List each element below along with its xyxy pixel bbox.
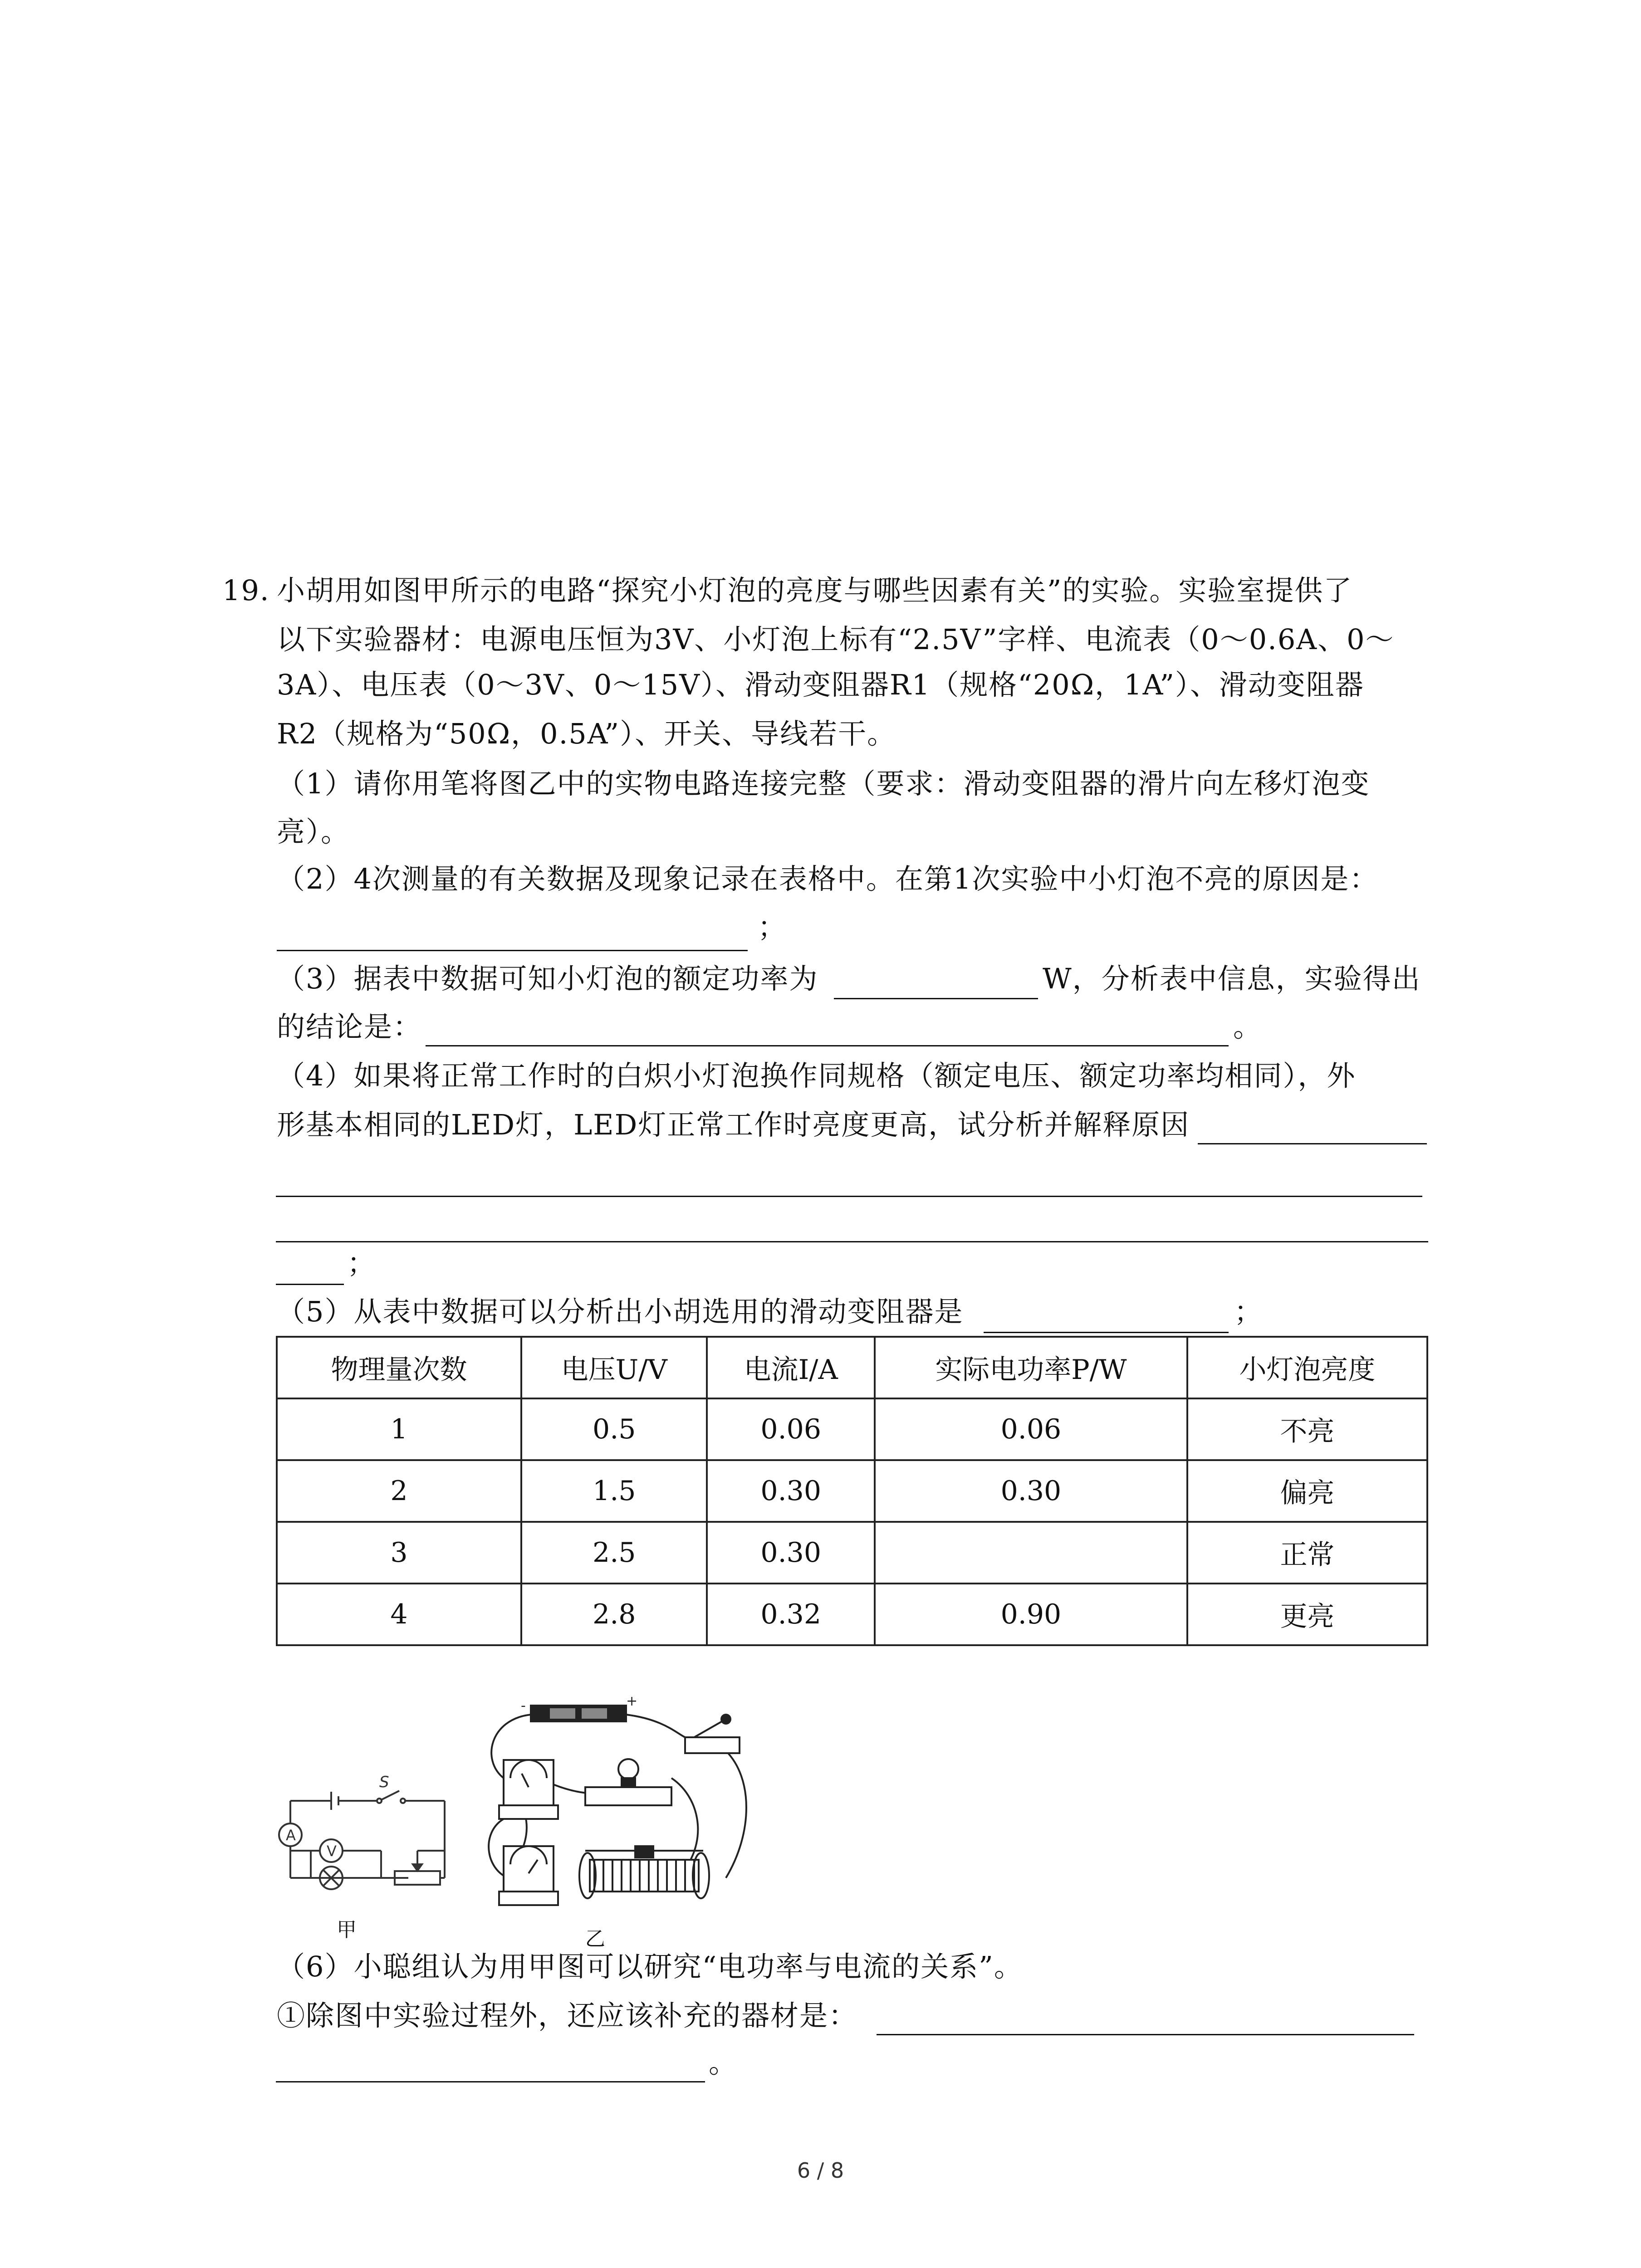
part-3-end: 。 xyxy=(1233,1010,1263,1043)
part-6-end: 。 xyxy=(709,2046,738,2079)
question-stem-line: R2（规格为“50Ω，0.5A”）、开关、导线若干。 xyxy=(277,717,896,750)
question-stem-line: 小胡用如图甲所示的电路“探究小灯泡的亮度与哪些因素有关”的实验。实验室提供了 xyxy=(277,574,1353,607)
data-table xyxy=(276,1336,1428,1646)
table-row xyxy=(277,1398,1427,1460)
part-3-text: 的结论是： xyxy=(277,1010,422,1043)
part-3-text: （3）据表中数据可知小灯泡的额定功率为 xyxy=(277,962,818,995)
table-cell[interactable] xyxy=(875,1522,1187,1584)
table-cell: 1.5 xyxy=(521,1460,707,1522)
battery-plus-label: + xyxy=(626,1693,638,1709)
answer-blank[interactable] xyxy=(426,1045,1229,1046)
question-stem-line: 3A）、电压表（0～3V、0～15V）、滑动变阻器R1（规格“20Ω，1A”）、滑动变阻器 xyxy=(277,668,1364,701)
table-row xyxy=(277,1460,1427,1522)
table-cell: 0.30 xyxy=(875,1460,1187,1522)
table-header-cell: 电流I/A xyxy=(707,1337,875,1398)
table-cell: 0.06 xyxy=(875,1398,1187,1460)
part-6-text: ①除图中实验过程外，还应该补充的器材是： xyxy=(277,1999,858,2032)
ammeter-label: A xyxy=(286,1827,296,1844)
table-cell: 0.5 xyxy=(521,1398,707,1460)
table-cell: 2.8 xyxy=(521,1584,707,1645)
table-cell: 更亮 xyxy=(1187,1584,1427,1645)
part-5-end: ； xyxy=(1234,1295,1264,1328)
voltmeter-label: V xyxy=(327,1843,337,1860)
answer-blank[interactable] xyxy=(276,1241,1428,1242)
table-cell: 0.30 xyxy=(707,1522,875,1584)
part-4-end: ； xyxy=(347,1246,377,1280)
circuit-diagram-jia xyxy=(272,1769,463,1914)
battery-minus-label: - xyxy=(521,1698,526,1714)
part-4-text: （4）如果将正常工作时的白炽小灯泡换作同规格（额定电压、额定功率均相同），外 xyxy=(277,1059,1356,1092)
table-row xyxy=(277,1522,1427,1584)
table-cell: 2 xyxy=(277,1460,521,1522)
figure-jia-label: 甲 xyxy=(337,1918,357,1941)
answer-blank[interactable] xyxy=(276,1196,1422,1197)
table-cell: 正常 xyxy=(1187,1522,1427,1584)
table-cell: 2.5 xyxy=(521,1522,707,1584)
table-cell: 不亮 xyxy=(1187,1398,1427,1460)
figure-yi-label: 乙 xyxy=(585,1927,605,1950)
part-1-text: （1）请你用笔将图乙中的实物电路连接完整（要求：滑动变阻器的滑片向左移灯泡变 xyxy=(277,767,1370,800)
page-number: 6 / 8 xyxy=(797,2158,844,2183)
table-cell: 0.90 xyxy=(875,1584,1187,1645)
question-number: 19. xyxy=(222,574,270,607)
table-cell: 0.32 xyxy=(707,1584,875,1645)
table-header-cell: 电压U/V xyxy=(521,1337,707,1398)
part-1-text: 亮）。 xyxy=(277,815,350,848)
table-header-cell: 物理量次数 xyxy=(277,1337,521,1398)
physical-circuit-yi xyxy=(472,1687,762,1923)
answer-blank[interactable] xyxy=(1198,1143,1427,1144)
table-header-row xyxy=(277,1337,1427,1398)
part-2-end: ； xyxy=(758,910,787,943)
answer-blank[interactable] xyxy=(834,998,1038,999)
table-header-cell: 实际电功率P/W xyxy=(875,1337,1187,1398)
question-stem-line: 以下实验器材：电源电压恒为3V、小灯泡上标有“2.5V”字样、电流表（0～0.6A、0～ xyxy=(277,623,1395,656)
table-cell: 3 xyxy=(277,1522,521,1584)
switch-label: S xyxy=(379,1773,389,1791)
part-3-text: W，分析表中信息，实验得出 xyxy=(1043,962,1421,995)
table-cell: 0.06 xyxy=(707,1398,875,1460)
answer-blank[interactable] xyxy=(877,2034,1414,2035)
part-2-text: （2）4次测量的有关数据及现象记录在表格中。在第1次实验中小灯泡不亮的原因是： xyxy=(277,862,1379,895)
table-cell: 偏亮 xyxy=(1187,1460,1427,1522)
part-5-text: （5）从表中数据可以分析出小胡选用的滑动变阻器是 xyxy=(277,1295,964,1328)
answer-blank[interactable] xyxy=(276,2081,705,2082)
answer-blank[interactable] xyxy=(984,1332,1229,1333)
answer-blank[interactable] xyxy=(277,950,748,951)
table-cell: 4 xyxy=(277,1584,521,1645)
table-header-cell: 小灯泡亮度 xyxy=(1187,1337,1427,1398)
table-row xyxy=(277,1584,1427,1645)
part-4-text: 形基本相同的LED灯，LED灯正常工作时亮度更高，试分析并解释原因 xyxy=(277,1108,1190,1141)
table-cell: 1 xyxy=(277,1398,521,1460)
part-6-text: （6）小聪组认为用甲图可以研究“电功率与电流的关系”。 xyxy=(277,1950,1023,1983)
answer-blank[interactable] xyxy=(276,1284,344,1285)
table-cell: 0.30 xyxy=(707,1460,875,1522)
